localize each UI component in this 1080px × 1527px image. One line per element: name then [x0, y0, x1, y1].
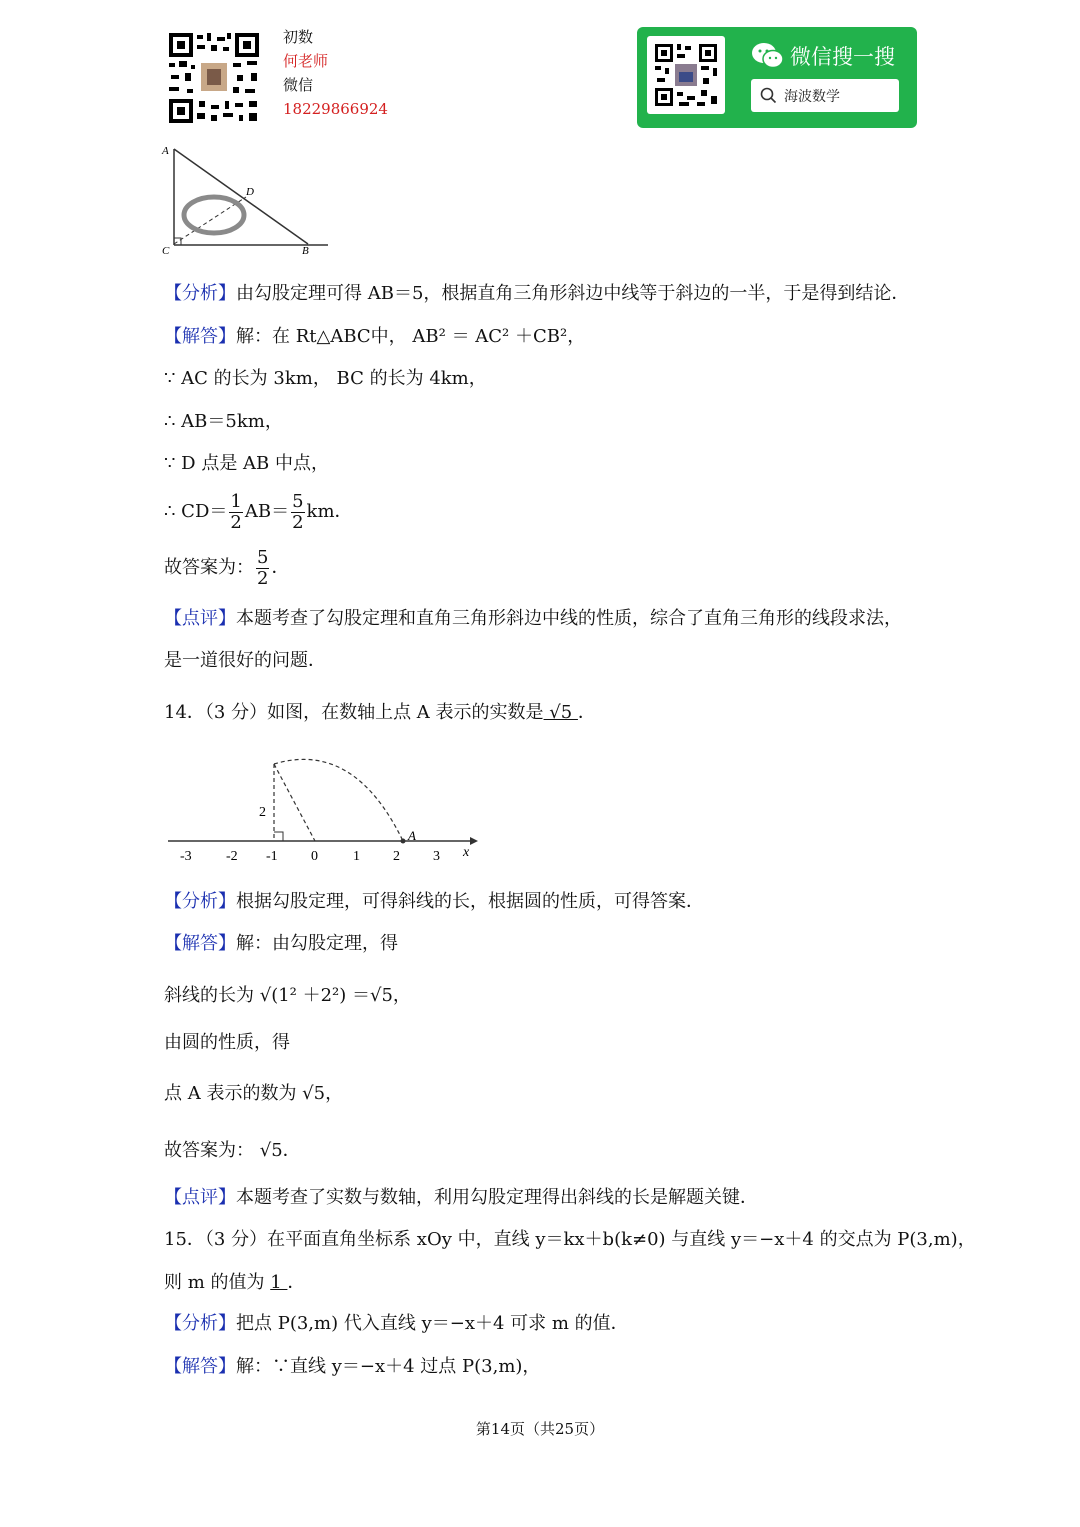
qr-code-left: [167, 31, 261, 125]
number-line-figure: [164, 752, 480, 868]
q15-analysis: [164, 1312, 629, 1336]
point-a-label: A: [408, 828, 416, 843]
vertex-label-d: D: [246, 186, 254, 198]
answer-tag: 【解答】: [164, 1356, 236, 1377]
height-label: 2: [259, 805, 266, 820]
fraction-denominator: 2: [230, 511, 242, 533]
fraction-answer: [256, 548, 269, 589]
search-icon: [760, 87, 777, 104]
tick-label-neg2: -2: [226, 849, 238, 864]
q13-line2: ∴ AB＝5km，: [164, 411, 283, 432]
q14-line3: 点 A 表示的数为 √5，: [164, 1083, 344, 1104]
final-prefix: 故答案为：: [164, 557, 254, 578]
answer-text: 解：由勾股定理，得: [236, 933, 398, 954]
final-suffix: ．: [271, 557, 290, 578]
axis-x-label: x: [463, 845, 470, 860]
fraction-numerator: 1: [230, 490, 242, 512]
comment-tag: 【点评】: [164, 1187, 236, 1208]
answer-text: 解：∵直线 y＝−x＋4 过点 P(3,m)，: [236, 1356, 541, 1377]
question-suffix: ．: [577, 702, 596, 723]
triangle-figure: [158, 140, 334, 258]
wechat-search-box[interactable]: [751, 79, 899, 112]
q14-answer: [164, 932, 398, 956]
q14-question: [164, 701, 596, 725]
comment-tag: 【点评】: [164, 608, 236, 629]
tick-label-neg1: -1: [266, 849, 278, 864]
wechat-search-card[interactable]: [637, 27, 917, 128]
fraction-denominator: 2: [257, 567, 269, 589]
line4-suffix: km．: [306, 501, 353, 522]
vertex-label-b: B: [302, 245, 309, 257]
q15-question: 15．（3 分）在平面直角坐标系 xOy 中，直线 y＝kx＋b(k≠0) 与直线 y＝−x＋4 的交点为 P(3,m)，: [164, 1229, 976, 1250]
answer-tag: 【解答】: [164, 933, 236, 954]
line4-prefix: ∴ CD＝: [164, 501, 228, 522]
qr-pattern-icon: [167, 31, 261, 125]
wechat-search-text: 海波数学: [784, 89, 840, 105]
analysis-tag: 【分析】: [164, 1313, 236, 1334]
qr-pattern-icon: [647, 36, 725, 114]
q14-line2: 由圆的性质，得: [164, 1032, 290, 1053]
q13-line3: ∵ D 点是 AB 中点，: [164, 453, 329, 474]
analysis-tag: 【分析】: [164, 891, 236, 912]
q13-answer: [164, 325, 585, 349]
fraction-denominator: 2: [292, 511, 304, 533]
wechat-qr-code: [647, 36, 725, 114]
q14-comment: [164, 1186, 758, 1210]
comment-text: 本题考查了勾股定理和直角三角形斜边中线的性质，综合了直角三角形的线段求法，: [236, 608, 902, 629]
vertex-label-a: A: [162, 145, 169, 157]
header-label-wechat: 微信: [283, 76, 314, 94]
analysis-text: 根据勾股定理，可得斜线的长，根据圆的性质，可得答案．: [236, 891, 704, 912]
q14-analysis: [164, 890, 704, 914]
q13-line1: ∵ AC 的长为 3km， BC 的长为 4km，: [164, 368, 487, 389]
tick-label-2: 2: [393, 849, 400, 864]
fraction-half: [229, 492, 242, 533]
header-label-teacher: 何老师: [283, 52, 329, 70]
q15-question2: [164, 1271, 305, 1295]
header-label-subject: 初数: [283, 28, 314, 46]
answer-tag: 【解答】: [164, 326, 236, 347]
q13-comment: [164, 607, 902, 631]
analysis-tag: 【分析】: [164, 283, 236, 304]
tick-label-neg3: -3: [180, 849, 192, 864]
fraction-numerator: 5: [292, 490, 304, 512]
tick-label-0: 0: [311, 849, 318, 864]
q15-answer: [164, 1355, 540, 1379]
fraction-numerator: 5: [257, 546, 269, 568]
analysis-text: 把点 P(3,m) 代入直线 y＝−x＋4 可求 m 的值．: [236, 1313, 629, 1334]
question2-prefix: 则 m 的值为: [164, 1272, 271, 1293]
vertex-label-c: C: [162, 245, 170, 257]
q14-final: 故答案为： √5．: [164, 1140, 301, 1161]
answer-blank: 1: [270, 1272, 288, 1293]
wechat-logo-icon: [751, 42, 785, 70]
question2-suffix: ．: [287, 1272, 306, 1293]
answer-intro: 解：在 Rt△ABC中， AB² ＝ AC² ＋CB²，: [236, 326, 586, 347]
page-footer: 第14页（共25页）: [475, 1420, 605, 1438]
question-prefix: 14．（3 分）如图，在数轴上点 A 表示的实数是: [164, 702, 544, 723]
line4-mid: AB＝: [244, 501, 290, 522]
q13-line4: [164, 490, 353, 534]
q14-line1: 斜线的长为 √(1² ＋2²) ＝√5，: [164, 985, 411, 1006]
tick-label-3: 3: [433, 849, 440, 864]
q13-final: [164, 546, 289, 590]
q13-comment2: 是一道很好的问题．: [164, 650, 326, 671]
wechat-search-title: 微信搜一搜: [790, 45, 895, 69]
fraction-five-halves: [291, 492, 304, 533]
q13-analysis: [164, 282, 909, 306]
tick-label-1: 1: [353, 849, 360, 864]
header-label-phone: 18229866924: [283, 100, 388, 118]
analysis-text: 由勾股定理可得 AB＝5，根据直角三角形斜边中线等于斜边的一半，于是得到结论．: [236, 283, 910, 304]
comment-text: 本题考查了实数与数轴，利用勾股定理得出斜线的长是解题关键．: [236, 1187, 758, 1208]
answer-blank: √5: [543, 702, 578, 723]
